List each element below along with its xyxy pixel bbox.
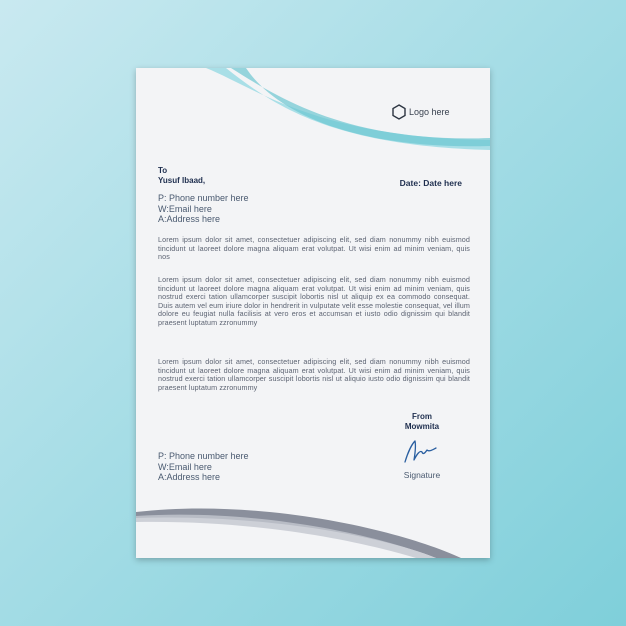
recipient-name: Yusuf Ibaad, — [158, 176, 206, 185]
top-teal-swoosh-dark — [231, 68, 490, 146]
signature-scribble-icon — [402, 438, 442, 464]
email-line: W:Email here — [158, 461, 212, 472]
contact-top — [158, 193, 249, 225]
recipient-block — [158, 166, 205, 186]
body-paragraph-2: Lorem ipsum dolor sit amet, consectetuer adipiscing elit, sed diam nonummy nibh euismod tincidunt ut laoreet dolore magna aliquam erat volutpat. Ut wisi enim ad minim veniam, quis nostrud exerci tation ullamcorper suscipit lobortis nisl ut aliquip ex ea commodo consequat. Duis autem vel eum iriure dolor in hendrerit in vulputate velit esse molestie consequat, vel illum dolore eu feugiat nulla facilisis at vero eros et accumsan et iusto odio dignissim qui blandit praesent luptatum zzronummy — [158, 275, 470, 327]
address-line: A:Address here — [158, 472, 221, 482]
to-label: To — [158, 166, 168, 175]
logo — [392, 104, 450, 120]
logo-text: Logo here — [409, 107, 450, 117]
phone-line: P: Phone number here — [158, 451, 249, 461]
address-line: A:Address here — [158, 214, 221, 224]
letterhead-page — [136, 68, 490, 558]
date: Date: Date here — [399, 178, 462, 188]
sender-block — [386, 412, 458, 432]
from-label: From — [412, 412, 432, 421]
sender-name: Mowmita — [404, 422, 440, 431]
phone-line: P: Phone number here — [158, 193, 249, 203]
contact-bottom — [158, 451, 249, 483]
body-paragraph-3: Lorem ipsum dolor sit amet, consectetuer adipiscing elit, sed diam nonummy nibh euismod tincidunt ut laoreet dolore magna aliquam erat volutpat. Ut wisi enim ad minim veniam, quis nostrud exerci tation ullamcorper suscipit lobortis nisl ut aliquio iusto odio dignissim qui blandit praesent luptatum zzronummy — [158, 357, 470, 392]
email-line: W:Email here — [158, 203, 212, 214]
hexagon-icon — [392, 104, 406, 120]
signature-label: Signature — [403, 470, 441, 480]
body-paragraph-1: Lorem ipsum dolor sit amet, consectetuer adipiscing elit, sed diam nonummy nibh euismod tincidunt ut laoreet dolore magna aliquam erat volutpat. Ut wisi enim ad minim veniam, quis nos — [158, 235, 470, 262]
